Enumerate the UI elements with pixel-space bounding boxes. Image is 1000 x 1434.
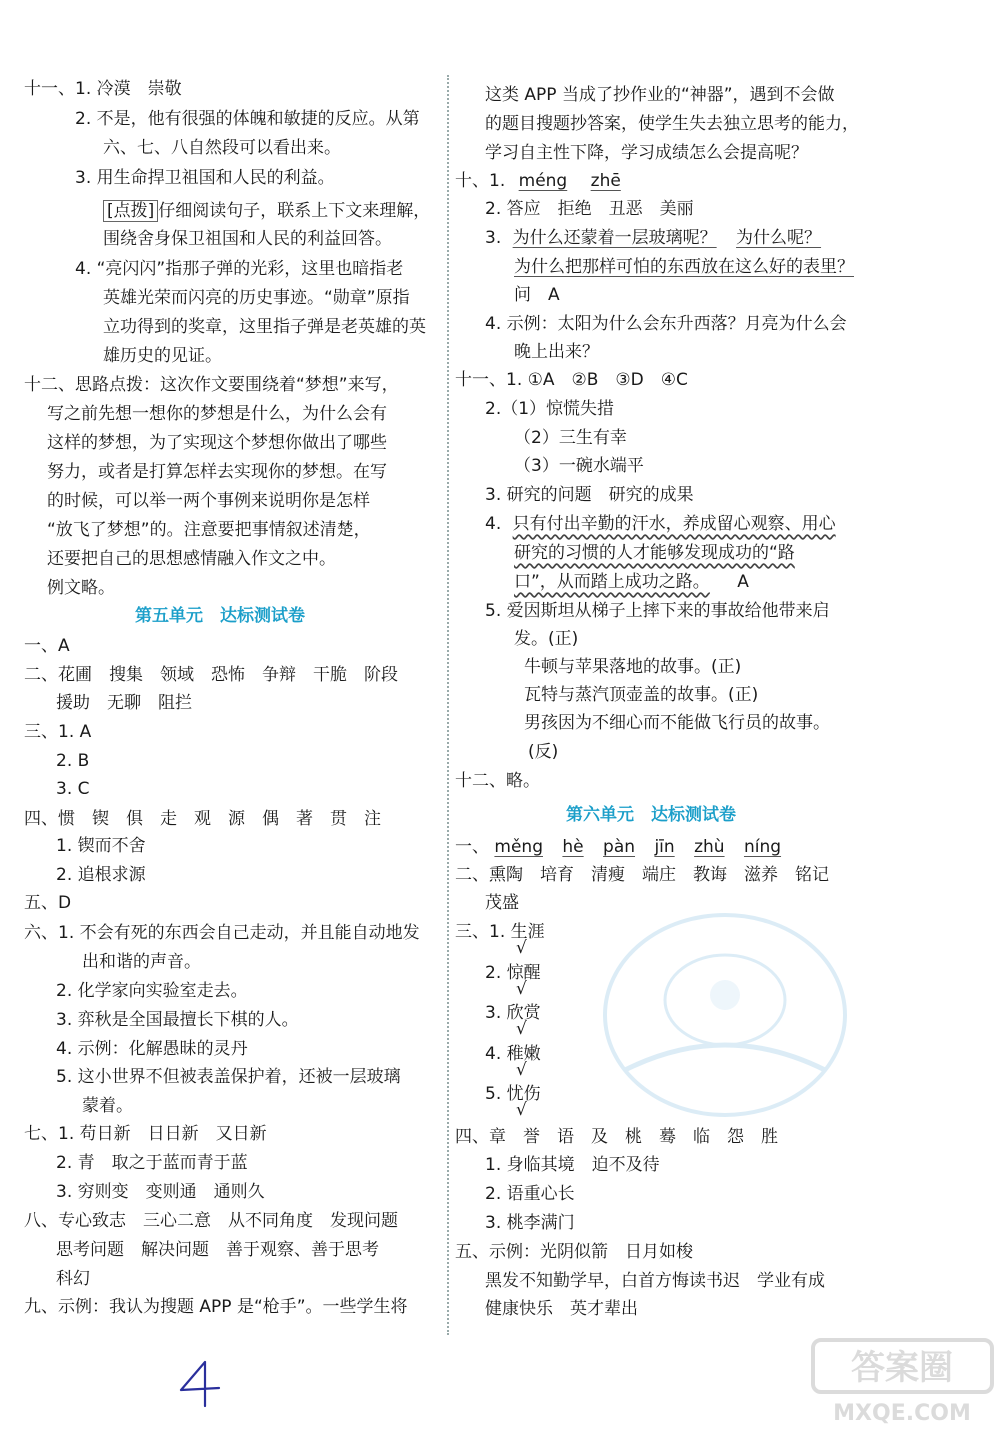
answer-line: 努力，或者是打算怎样去实现你的梦想。在写 xyxy=(47,462,387,482)
answer-line: 黑发不知勤学早，白首方悔读书迟 学业有成 xyxy=(485,1271,825,1291)
answer-line xyxy=(485,513,836,535)
answer-line: 四、惯 锲 俱 走 观 源 偶 著 贯 注 xyxy=(24,809,381,829)
item-number: 4. xyxy=(485,514,502,534)
answer-line: 问 A xyxy=(514,285,560,305)
check-mark: √ xyxy=(516,1019,527,1039)
check-mark: √ xyxy=(516,938,527,958)
answer-line: 2. 惊醒 xyxy=(485,963,541,983)
answer-choice: A xyxy=(737,572,749,592)
hint-text: 仔细阅读句子，联系上下文来理解， xyxy=(158,201,431,221)
answer-line: 2.（1）惊慌失措 xyxy=(485,399,615,419)
answer-line: 五、D xyxy=(24,893,72,913)
answer-line xyxy=(103,200,430,222)
answer-line: 3. 研究的问题 研究的成果 xyxy=(485,485,694,505)
answer-line: 二、花圃 搜集 领域 恐怖 争辩 干脆 阶段 xyxy=(24,665,398,685)
pinyin: měng xyxy=(494,837,543,857)
answer-line: 男孩因为不细心而不能做飞行员的故事。 xyxy=(524,713,830,733)
answer-line: 科幻 xyxy=(56,1269,90,1289)
answer-line xyxy=(455,836,781,858)
section-heading-unit5: 第五单元 达标测试卷 xyxy=(135,606,305,626)
answer-line: 5. 爱因斯坦从梯子上摔下来的事故给他带来启 xyxy=(485,601,830,621)
answer-line: 5. 忧伤 xyxy=(485,1084,541,1104)
answer-line: 思考问题 解决问题 善于观察、善于思考 xyxy=(56,1240,379,1260)
answer-line: 4. 稚嫩 xyxy=(485,1044,541,1064)
answer-line: 英雄光荣而闪亮的历史事迹。“勋章”原指 xyxy=(103,288,410,308)
answer-line: 五、示例：光阴似箭 日月如梭 xyxy=(455,1242,693,1262)
answer-line: 2. 化学家向实验室走去。 xyxy=(56,981,248,1001)
answer-line: 茂盛 xyxy=(485,893,519,913)
answer-line: 四、章 誉 语 及 桃 蓦 临 怨 胜 xyxy=(455,1127,778,1147)
underlined-question: 为什么把那样可怕的东西放在这么好的表里？ xyxy=(514,257,854,277)
answer-line: 瓦特与蒸汽顶壶盖的故事。(正) xyxy=(524,685,759,705)
answer-line: 雄历史的见证。 xyxy=(103,346,222,366)
answer-line: 2. 不是，他有很强的体魄和敏捷的反应。从第 xyxy=(75,109,420,129)
answer-line: 4. “亮闪闪”指那子弹的光彩，这里也暗指老 xyxy=(75,259,404,279)
answer-line: 3. 穷则变 变则通 通则久 xyxy=(56,1182,265,1202)
answer-line: 发。(正) xyxy=(514,629,579,649)
wavy-underlined-text: 只有付出辛勤的汗水，养成留心观察、用心 xyxy=(512,514,836,534)
answer-line: 3. 欣赏 xyxy=(485,1003,541,1023)
answer-line: 4. 示例：化解愚昧的灵丹 xyxy=(56,1039,248,1059)
answer-line: 一、A xyxy=(24,636,70,656)
item-label: 十、1. xyxy=(455,171,506,191)
answer-line: 3. 桃李满门 xyxy=(485,1213,575,1233)
answer-line: 这类 APP 当成了抄作业的“神器”，遇到不会做 xyxy=(485,85,835,105)
hint-tag: [点拨] xyxy=(103,200,158,222)
answer-line: 的题目搜题抄答案，使学生失去独立思考的能力， xyxy=(485,114,859,134)
answer-line: 十一、1. 冷漠 崇敬 xyxy=(24,79,182,99)
answer-line: 3. C xyxy=(56,779,90,799)
faint-stamp-illustration xyxy=(585,900,865,1130)
answer-line: （3）一碗水端平 xyxy=(514,456,644,476)
wavy-underlined-text: 口”，从而踏上成功之路。 xyxy=(514,572,710,592)
answer-line: 六、七、八自然段可以看出来。 xyxy=(103,138,341,158)
pinyin: jīn xyxy=(654,837,675,857)
answer-line: “放飞了梦想”的。注意要把事情叙述清楚， xyxy=(47,520,371,540)
pinyin: méng xyxy=(518,171,568,191)
answer-line: （2）三生有幸 xyxy=(514,428,627,448)
answer-line: 十二、略。 xyxy=(455,771,540,791)
answer-line: 援助 无聊 阻拦 xyxy=(56,693,192,713)
pinyin: hè xyxy=(562,837,584,857)
pinyin: pàn xyxy=(603,837,636,857)
answer-line: 三、1. 生涯 xyxy=(455,922,545,942)
answer-line: 2. 语重心长 xyxy=(485,1184,575,1204)
pinyin: zhù xyxy=(694,837,725,857)
answer-line: 出和谐的声音。 xyxy=(82,952,201,972)
check-mark: √ xyxy=(516,1060,527,1080)
watermark-logo xyxy=(810,1335,995,1430)
answer-line: 十二、思路点拨：这次作文要围绕着“梦想”来写， xyxy=(24,375,399,395)
answer-line: 例文略。 xyxy=(47,578,115,598)
answer-line: 3. 用生命捍卫祖国和人民的利益。 xyxy=(75,168,335,188)
answer-line: 健康快乐 英才辈出 xyxy=(485,1299,638,1319)
answer-line: 七、1. 苟日新 日日新 又日新 xyxy=(24,1124,267,1144)
answer-line xyxy=(485,227,821,249)
answer-line: 晚上出来？ xyxy=(514,342,599,362)
answer-line: 蒙着。 xyxy=(82,1096,133,1116)
answer-line: 4. 示例：太阳为什么会东升西落？月亮为什么会 xyxy=(485,314,847,334)
item-label: 一、 xyxy=(455,837,489,857)
answer-line: 六、1. 不会有死的东西会自己走动，并且能自动地发 xyxy=(24,923,420,943)
column-divider xyxy=(447,75,449,1335)
answer-line xyxy=(455,170,621,192)
answer-line: 二、熏陶 培育 清瘦 端庄 教诲 滋养 铭记 xyxy=(455,865,829,885)
svg-text:答案圈: 答案圈 xyxy=(851,1348,953,1388)
answer-line: 学习自主性下降，学习成绩怎么会提高呢？ xyxy=(485,143,808,163)
pinyin: zhē xyxy=(590,171,621,191)
answer-line: 围绕舍身保卫祖国和人民的利益回答。 xyxy=(103,229,392,249)
answer-line xyxy=(514,571,749,593)
answer-line: 2. 答应 拒绝 丑恶 美丽 xyxy=(485,199,694,219)
answer-line: 立功得到的奖章，这里指子弹是老英雄的英 xyxy=(103,317,426,337)
svg-text:MXQE.COM: MXQE.COM xyxy=(833,1401,971,1426)
pinyin: níng xyxy=(743,837,782,857)
underlined-question: 为什么还蒙着一层玻璃呢？ xyxy=(512,228,717,248)
answer-line: 这样的梦想，为了实现这个梦想你做出了哪些 xyxy=(47,433,387,453)
item-number: 3. xyxy=(485,228,502,248)
answer-line: 3. 弈秋是全国最擅长下棋的人。 xyxy=(56,1010,299,1030)
answer-line: 1. 身临其境 迫不及待 xyxy=(485,1155,660,1175)
section-heading-unit6: 第六单元 达标测试卷 xyxy=(566,805,736,825)
answer-line: 十一、1. ①A ②B ③D ④C xyxy=(455,370,688,390)
answer-line: 八、专心致志 三心二意 从不同角度 发现问题 xyxy=(24,1211,398,1231)
wavy-underlined-text: 研究的习惯的人才能够发现成功的“路 xyxy=(514,543,795,563)
underlined-question: 为什么呢？ xyxy=(736,228,822,248)
answer-line: 1. 锲而不舍 xyxy=(56,836,146,856)
answer-line: 写之前先想一想你的梦想是什么，为什么会有 xyxy=(47,404,387,424)
answer-line: 2. B xyxy=(56,751,90,771)
answer-line: 三、1. A xyxy=(24,722,92,742)
answer-line: 的时候，可以举一两个事例来说明你是怎样 xyxy=(47,491,370,511)
check-mark: √ xyxy=(516,1100,527,1120)
answer-line: 还要把自己的思想感情融入作文之中。 xyxy=(47,549,336,569)
answer-line: 2. 青 取之于蓝而青于蓝 xyxy=(56,1153,248,1173)
check-mark: √ xyxy=(516,979,527,999)
answer-line: 牛顿与苹果落地的故事。(正) xyxy=(524,657,742,677)
answer-line: 2. 追根求源 xyxy=(56,865,146,885)
answer-line: (反) xyxy=(528,742,559,762)
answer-line: 5. 这小世界不但被表盖保护着，还被一层玻璃 xyxy=(56,1067,401,1087)
handwritten-page-number xyxy=(175,1358,225,1408)
answer-line: 九、示例：我认为搜题 APP 是“枪手”。一些学生将 xyxy=(24,1297,408,1317)
